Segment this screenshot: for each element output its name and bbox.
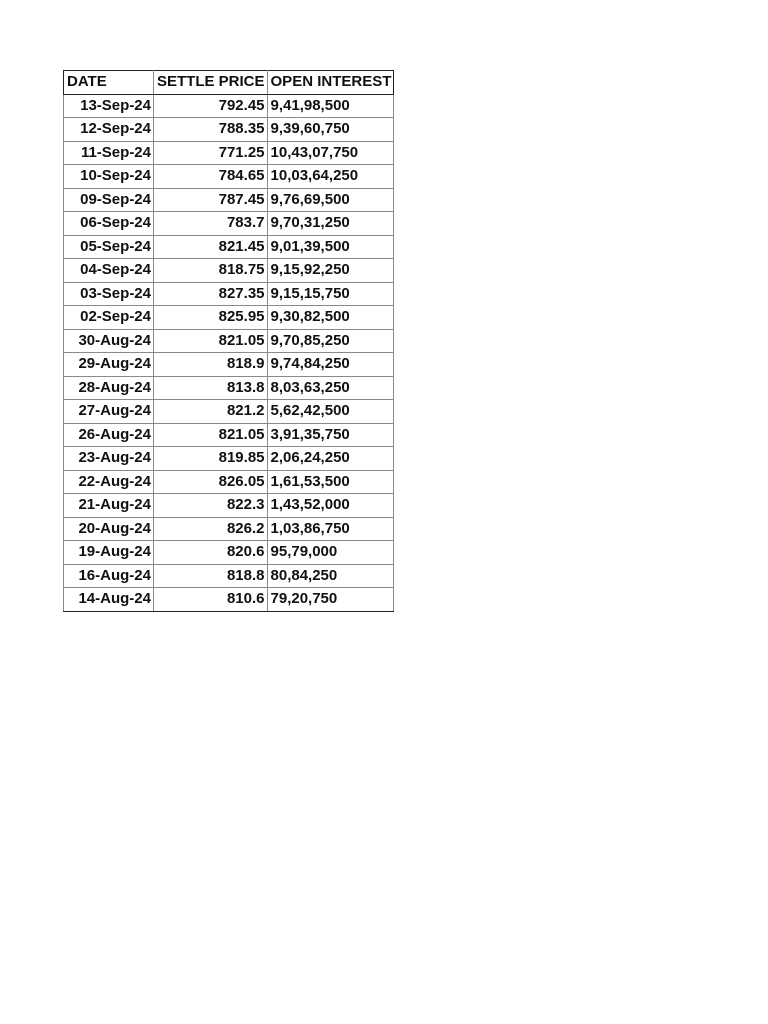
cell-open-interest[interactable]: 1,03,86,750 <box>267 517 394 541</box>
cell-open-interest[interactable]: 1,43,52,000 <box>267 494 394 518</box>
header-date[interactable]: DATE <box>64 71 154 95</box>
cell-settle-price[interactable]: 788.35 <box>154 118 268 142</box>
table-row <box>64 329 394 353</box>
cell-settle-price[interactable]: 820.6 <box>154 541 268 565</box>
table-row <box>64 94 394 118</box>
table-row <box>64 494 394 518</box>
cell-date[interactable]: 02-Sep-24 <box>64 306 154 330</box>
header-row <box>64 71 394 95</box>
price-table <box>63 70 394 612</box>
table-row <box>64 235 394 259</box>
cell-settle-price[interactable]: 821.45 <box>154 235 268 259</box>
cell-open-interest[interactable]: 9,30,82,500 <box>267 306 394 330</box>
cell-date[interactable]: 16-Aug-24 <box>64 564 154 588</box>
header-open-interest[interactable]: OPEN INTEREST <box>267 71 394 95</box>
cell-open-interest[interactable]: 9,70,31,250 <box>267 212 394 236</box>
cell-date[interactable]: 03-Sep-24 <box>64 282 154 306</box>
cell-date[interactable]: 04-Sep-24 <box>64 259 154 283</box>
table-row <box>64 118 394 142</box>
cell-open-interest[interactable]: 9,15,92,250 <box>267 259 394 283</box>
table-row <box>64 165 394 189</box>
cell-settle-price[interactable]: 792.45 <box>154 94 268 118</box>
cell-date[interactable]: 05-Sep-24 <box>64 235 154 259</box>
table-row <box>64 306 394 330</box>
cell-open-interest[interactable]: 95,79,000 <box>267 541 394 565</box>
cell-open-interest[interactable]: 10,03,64,250 <box>267 165 394 189</box>
cell-settle-price[interactable]: 819.85 <box>154 447 268 471</box>
cell-settle-price[interactable]: 813.8 <box>154 376 268 400</box>
cell-open-interest[interactable]: 9,70,85,250 <box>267 329 394 353</box>
table-row <box>64 588 394 612</box>
cell-date[interactable]: 29-Aug-24 <box>64 353 154 377</box>
cell-date[interactable]: 26-Aug-24 <box>64 423 154 447</box>
table-row <box>64 423 394 447</box>
cell-open-interest[interactable]: 9,01,39,500 <box>267 235 394 259</box>
table-row <box>64 470 394 494</box>
cell-settle-price[interactable]: 771.25 <box>154 141 268 165</box>
cell-open-interest[interactable]: 2,06,24,250 <box>267 447 394 471</box>
cell-open-interest[interactable]: 9,76,69,500 <box>267 188 394 212</box>
cell-open-interest[interactable]: 9,41,98,500 <box>267 94 394 118</box>
cell-date[interactable]: 30-Aug-24 <box>64 329 154 353</box>
cell-open-interest[interactable]: 1,61,53,500 <box>267 470 394 494</box>
cell-settle-price[interactable]: 826.05 <box>154 470 268 494</box>
cell-date[interactable]: 27-Aug-24 <box>64 400 154 424</box>
cell-open-interest[interactable]: 3,91,35,750 <box>267 423 394 447</box>
table-row <box>64 447 394 471</box>
cell-settle-price[interactable]: 818.75 <box>154 259 268 283</box>
table-header <box>64 71 394 95</box>
cell-settle-price[interactable]: 821.05 <box>154 329 268 353</box>
table-row <box>64 353 394 377</box>
table-row <box>64 376 394 400</box>
cell-settle-price[interactable]: 821.2 <box>154 400 268 424</box>
cell-date[interactable]: 22-Aug-24 <box>64 470 154 494</box>
cell-date[interactable]: 11-Sep-24 <box>64 141 154 165</box>
cell-settle-price[interactable]: 787.45 <box>154 188 268 212</box>
cell-open-interest[interactable]: 80,84,250 <box>267 564 394 588</box>
cell-date[interactable]: 12-Sep-24 <box>64 118 154 142</box>
cell-settle-price[interactable]: 825.95 <box>154 306 268 330</box>
header-settle-price[interactable]: SETTLE PRICE <box>154 71 268 95</box>
cell-settle-price[interactable]: 810.6 <box>154 588 268 612</box>
cell-settle-price[interactable]: 818.9 <box>154 353 268 377</box>
cell-settle-price[interactable]: 784.65 <box>154 165 268 189</box>
cell-date[interactable]: 06-Sep-24 <box>64 212 154 236</box>
cell-date[interactable]: 21-Aug-24 <box>64 494 154 518</box>
cell-date[interactable]: 19-Aug-24 <box>64 541 154 565</box>
spreadsheet-area <box>63 70 394 612</box>
cell-settle-price[interactable]: 822.3 <box>154 494 268 518</box>
cell-open-interest[interactable]: 9,74,84,250 <box>267 353 394 377</box>
cell-open-interest[interactable]: 10,43,07,750 <box>267 141 394 165</box>
table-row <box>64 141 394 165</box>
table-row <box>64 212 394 236</box>
cell-date[interactable]: 20-Aug-24 <box>64 517 154 541</box>
cell-open-interest[interactable]: 8,03,63,250 <box>267 376 394 400</box>
cell-settle-price[interactable]: 827.35 <box>154 282 268 306</box>
cell-open-interest[interactable]: 5,62,42,500 <box>267 400 394 424</box>
cell-open-interest[interactable]: 79,20,750 <box>267 588 394 612</box>
table-row <box>64 564 394 588</box>
cell-date[interactable]: 23-Aug-24 <box>64 447 154 471</box>
table-row <box>64 541 394 565</box>
cell-open-interest[interactable]: 9,39,60,750 <box>267 118 394 142</box>
table-body <box>64 94 394 611</box>
cell-date[interactable]: 13-Sep-24 <box>64 94 154 118</box>
table-row <box>64 188 394 212</box>
cell-date[interactable]: 28-Aug-24 <box>64 376 154 400</box>
cell-date[interactable]: 14-Aug-24 <box>64 588 154 612</box>
cell-date[interactable]: 10-Sep-24 <box>64 165 154 189</box>
table-row <box>64 259 394 283</box>
cell-settle-price[interactable]: 826.2 <box>154 517 268 541</box>
table-row <box>64 282 394 306</box>
cell-open-interest[interactable]: 9,15,15,750 <box>267 282 394 306</box>
table-row <box>64 517 394 541</box>
cell-date[interactable]: 09-Sep-24 <box>64 188 154 212</box>
cell-settle-price[interactable]: 818.8 <box>154 564 268 588</box>
cell-settle-price[interactable]: 783.7 <box>154 212 268 236</box>
table-row <box>64 400 394 424</box>
cell-settle-price[interactable]: 821.05 <box>154 423 268 447</box>
